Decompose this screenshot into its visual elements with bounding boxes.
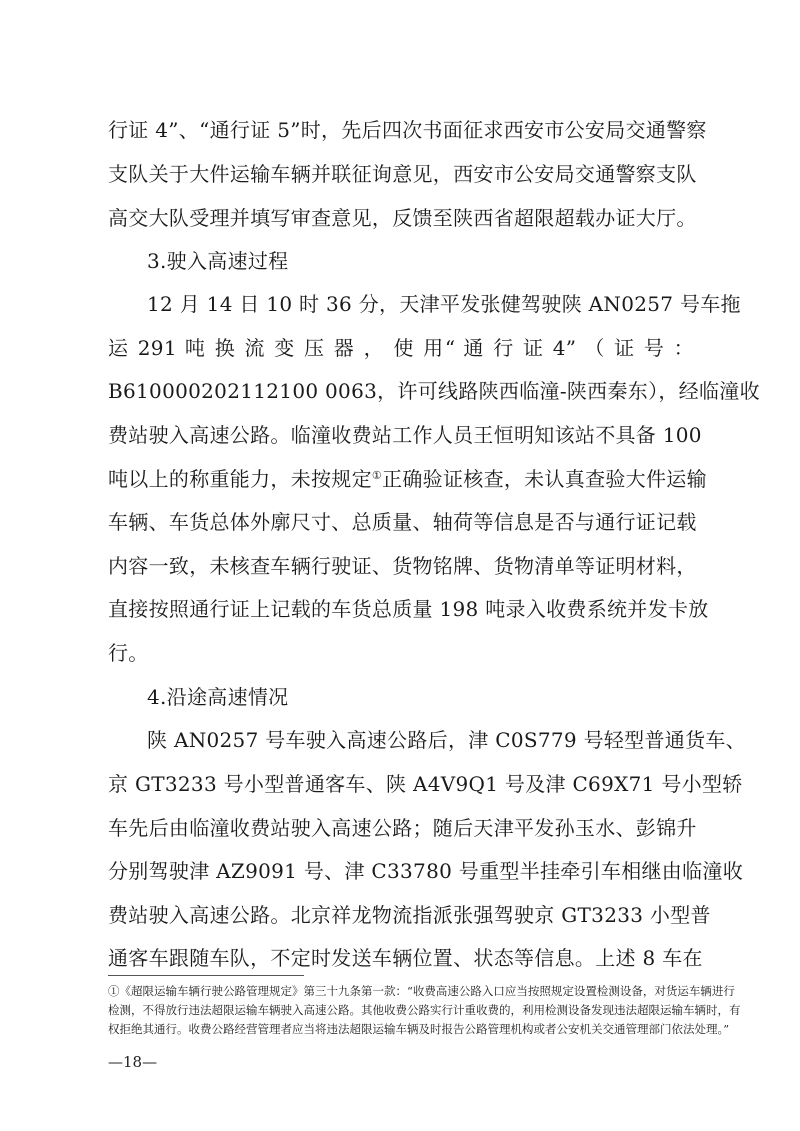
section-heading: 3.驶入高速过程 — [147, 249, 289, 273]
body-line: 12 月 14 日 10 时 36 分，天津平发张健驾驶陕 AN0257 号车拖 — [147, 292, 741, 316]
body-line: 直接按照通行证上记载的车货总质量 198 吨录入收费系统并发卡放 — [108, 597, 709, 621]
body-line: 费站驶入高速公路。临潼收费站工作人员王恒明知该站不具备 100 — [108, 423, 702, 447]
body-line: 费站驶入高速公路。北京祥龙物流指派张强驾驶京 GT3233 小型普 — [108, 903, 711, 927]
body-line-with-footnote — [108, 466, 707, 492]
body-line: 通客车跟随车队，不定时发送车辆位置、状态等信息。上述 8 车在 — [108, 946, 703, 970]
body-line: 车辆、车货总体外廓尺寸、总质量、轴荷等信息是否与通行证记载 — [108, 510, 697, 534]
body-line: 陕 AN0257 号车驶入高速公路后，津 C0S779 号轻型普通货车、 — [147, 728, 746, 752]
body-text: 正确验证核查，未认真查验大件运输 — [382, 467, 707, 491]
body-line: 运 291 吨 换 流 变 压 器 ， 使 用“ 通 行 证 4” （ 证 号 ： — [108, 336, 694, 360]
body-line: 内容一致，未核查车辆行驶证、货物铭牌、货物清单等证明材料， — [108, 554, 697, 578]
body-line: 车先后由临潼收费站驶入高速公路；随后天津平发孙玉水、彭锦升 — [108, 816, 697, 840]
body-line: 分别驾驶津 AZ9091 号、津 C33780 号重型半挂牵引车相继由临潼收 — [108, 859, 743, 883]
body-line: 京 GT3233 号小型普通客车、陕 A4V9Q1 号及津 C69X71 号小型轿 — [108, 772, 743, 796]
footnote-line: ①《超限运输车辆行驶公路管理规定》第三十九条第一款：“收费高速公路入口应当按照规定设置检测设备，对货运车辆进行 — [108, 984, 735, 998]
footnote-ref[interactable]: ① — [371, 469, 383, 482]
section-heading: 4.沿途高速情况 — [147, 685, 289, 709]
footnote-divider — [108, 975, 304, 976]
body-line: 高交大队受理并填写审查意见，反馈至陕西省超限超载办证大厅。 — [108, 206, 697, 230]
body-line: 行证 4”、“通行证 5”时，先后四次书面征求西安市公安局交通警察 — [108, 118, 707, 142]
footnote-line: 检测，不得放行违法超限运输车辆驶入高速公路。其他收费公路实行计重收费的，利用检测设备发现违法超限运输车辆时，有 — [108, 1003, 741, 1017]
footnote-line: 权拒绝其通行。收费公路经营管理者应当将违法超限运输车辆及时报告公路管理机构或者公安机关交通管理部门依法处理。” — [108, 1022, 730, 1036]
body-line: 支队关于大件运输车辆并联征询意见，西安市公安局交通警察支队 — [108, 162, 697, 186]
body-line: B610000202112100 0063，许可线路陕西临潼-陕西秦东），经临潼收 — [108, 379, 760, 403]
page-number: —18— — [108, 1053, 158, 1071]
body-text: 吨以上的称重能力，未按规定 — [108, 467, 372, 491]
body-line: 行。 — [108, 641, 149, 665]
